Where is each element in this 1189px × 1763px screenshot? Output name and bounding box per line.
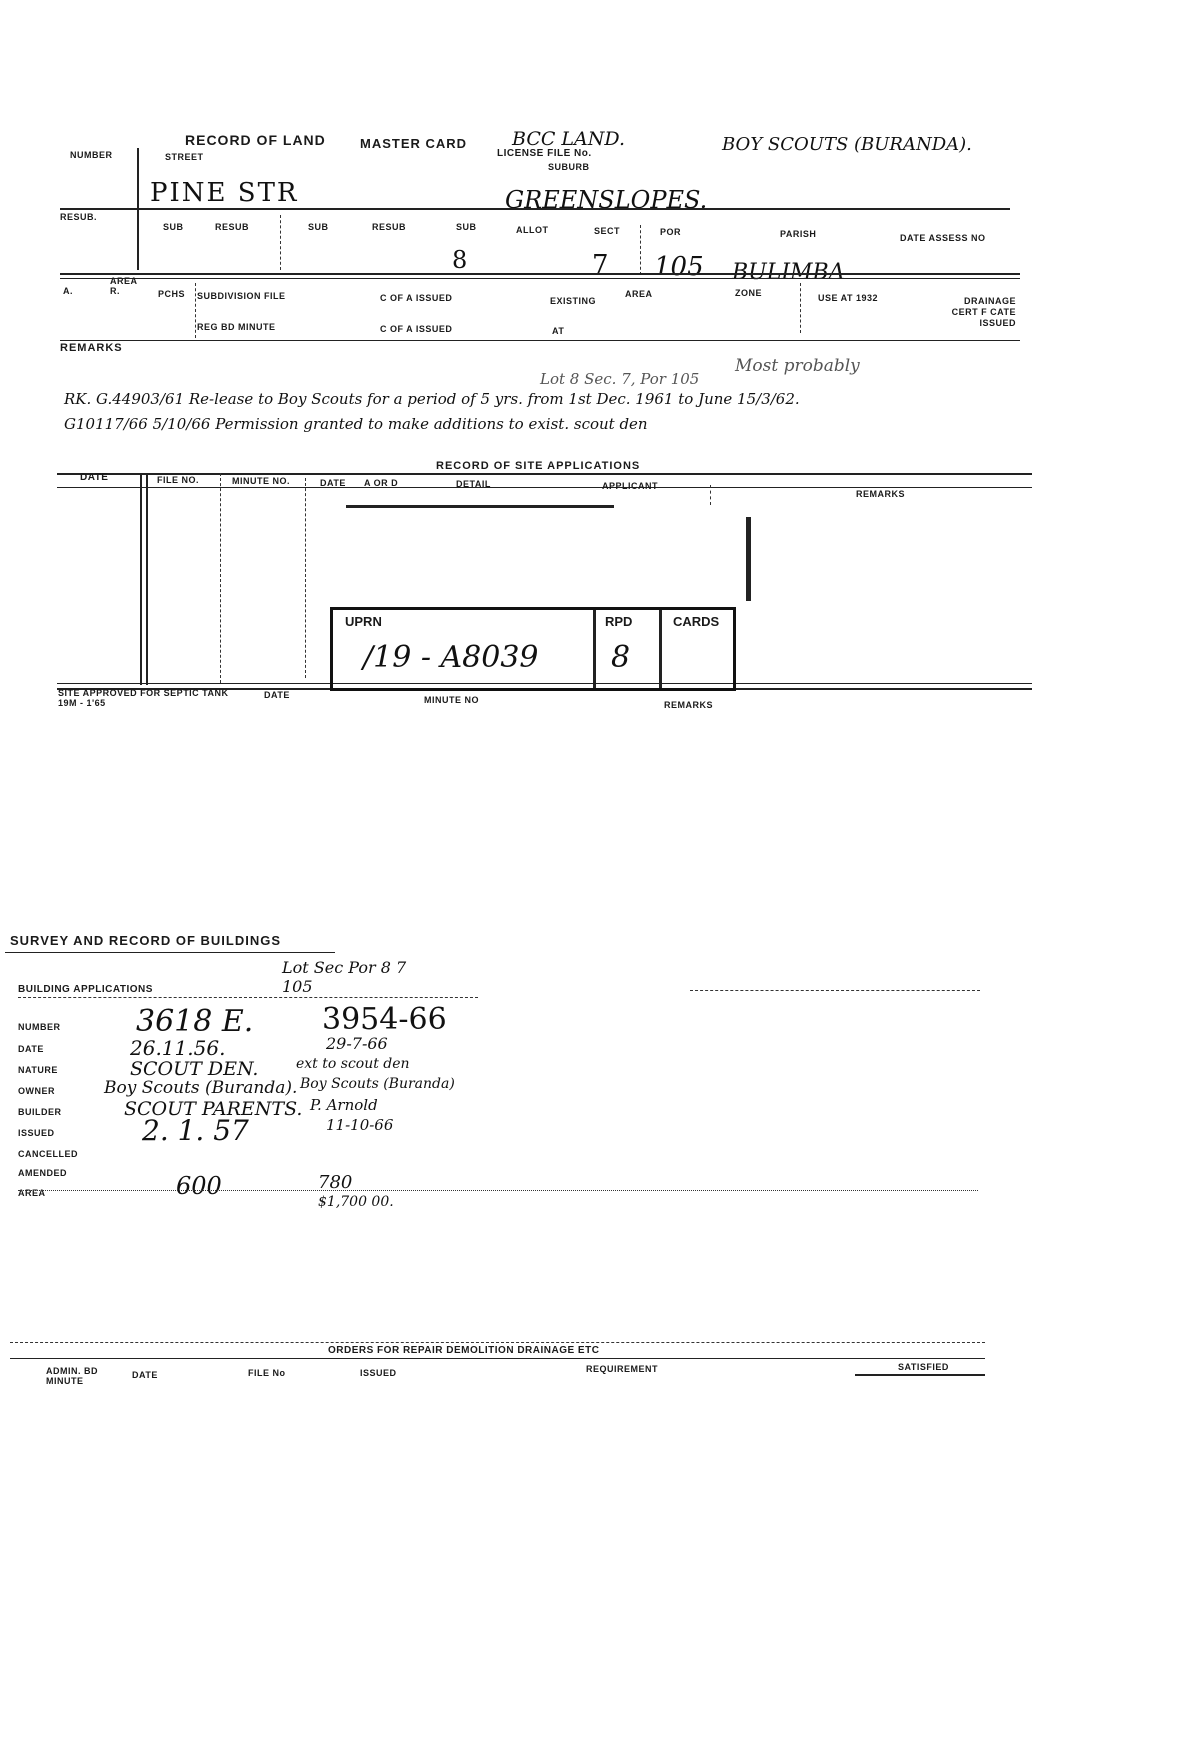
col-a-or-d: A OR D <box>364 478 399 488</box>
subdivision-file-label: SUBDIVISION FILE <box>197 291 286 301</box>
number-label: NUMBER <box>70 150 113 160</box>
col-applicant: APPLICANT <box>602 481 658 491</box>
remarks-line-4: G10117/66 5/10/66 Permission granted to make additions to exist. scout den <box>64 415 648 433</box>
remarks-line-1: Most probably <box>735 356 860 376</box>
building-1-nature: SCOUT DEN. <box>130 1058 259 1080</box>
reg-bd-minute-label: REG BD MINUTE <box>197 322 276 332</box>
row2-divider-2 <box>280 215 281 270</box>
uprn-label: UPRN <box>345 614 382 629</box>
site-applications-title: RECORD OF SITE APPLICATIONS <box>436 460 641 472</box>
orders-adm-label: ADMIN. BD MINUTE <box>46 1366 98 1386</box>
row3-divider-1 <box>195 283 196 338</box>
suburb-value: GREENSLOPES. <box>505 186 708 214</box>
site-col-divider-1 <box>140 473 142 685</box>
building-label-date: DATE <box>18 1044 44 1054</box>
resub-label: RESUB. <box>60 212 98 222</box>
uprn-box-divider-1 <box>593 610 596 688</box>
col-detail: DETAIL <box>456 479 491 489</box>
sub-label-2: SUB <box>308 222 329 232</box>
orders-header-line <box>10 1358 985 1359</box>
building-applications-label: BUILDING APPLICATIONS <box>18 984 153 995</box>
building-1-area: 600 <box>176 1172 222 1200</box>
row1-divider <box>137 148 139 208</box>
building-2-nature: ext to scout den <box>296 1056 410 1072</box>
sub-label-3: SUB <box>456 222 477 232</box>
row3-bottom-line <box>60 340 1020 341</box>
building-2-area-note: $1,700 00. <box>318 1194 394 1210</box>
street-label: STREET <box>165 152 204 162</box>
parish-label: PARISH <box>780 229 817 239</box>
por-label: POR <box>660 227 682 237</box>
building-2-number: 3954-66 <box>322 1002 447 1037</box>
site-col-divider-4 <box>710 485 711 505</box>
form-code: 19M - 1'65 <box>58 698 106 708</box>
building-applications-note: Lot Sec Por 8 7 105 <box>282 958 407 996</box>
buildings-title: SURVEY AND RECORD OF BUILDINGS <box>10 933 282 948</box>
parish-value: BULIMBA <box>732 260 845 285</box>
roods-label: R. <box>110 286 120 296</box>
use-at-label: USE AT 1932 <box>818 293 879 303</box>
col-minute-no: MINUTE NO. <box>232 476 290 486</box>
owner-note: BOY SCOUTS (BURANDA). <box>722 134 972 155</box>
orders-satisfied-label: SATISFIED <box>898 1362 949 1372</box>
area-label: AREA <box>110 276 138 286</box>
rpd-value: 8 <box>611 640 631 675</box>
orders-issued-label: ISSUED <box>360 1368 397 1378</box>
site-col-divider-1b <box>146 473 148 685</box>
date-assess-label: DATE ASSESS NO <box>900 233 986 243</box>
septic-label: SITE APPROVED FOR SEPTIC TANK <box>58 688 229 698</box>
site-applicant-mark <box>346 505 614 508</box>
site-applications-top-line <box>57 473 1032 475</box>
building-label-amended: AMENDED <box>18 1168 68 1178</box>
rpd-label: RPD <box>605 614 633 629</box>
orders-title: ORDERS FOR REPAIR DEMOLITION DRAINAGE ETC <box>328 1345 600 1356</box>
building-2-owner: Boy Scouts (Buranda) <box>300 1076 455 1092</box>
building-2-area: 780 <box>318 1172 353 1193</box>
building-1-issued: 2. 1. 57 <box>142 1114 249 1147</box>
site-applications-header-line <box>57 487 1032 488</box>
c-of-a-issued-label-2: C OF A ISSUED <box>380 324 453 334</box>
building-label-area: AREA <box>18 1188 46 1198</box>
building-1-builder: SCOUT PARENTS. <box>124 1098 303 1120</box>
remarks-line-3: RK. G.44903/61 Re-lease to Boy Scouts for a period of 5 yrs. from 1st Dec. 1961 to June 15/3/62. <box>64 390 800 408</box>
drainage-label: DRAINAGE CERT F CATE ISSUED <box>951 296 1016 328</box>
at-label: AT <box>552 326 565 336</box>
remarks-label: REMARKS <box>60 342 123 354</box>
row2-divider-1 <box>137 210 139 270</box>
orders-file-label: FILE No <box>248 1368 286 1378</box>
building-1-number: 3618 E. <box>136 1004 254 1039</box>
septic-remarks-label: REMARKS <box>664 700 714 710</box>
row1-bottom-line <box>60 208 1010 210</box>
sect-value: 7 <box>592 250 609 280</box>
col-date-2: DATE <box>320 478 346 488</box>
allot-label: ALLOT <box>516 225 549 235</box>
building-label-nature: NATURE <box>18 1065 58 1075</box>
septic-date-label: DATE <box>264 690 290 700</box>
card-title: RECORD OF LAND <box>185 132 326 148</box>
cards-label: CARDS <box>673 614 720 629</box>
area-row-line <box>18 1190 978 1191</box>
allot-value: 8 <box>452 246 468 274</box>
sub-label-1: SUB <box>163 222 184 232</box>
building-label-issued: ISSUED <box>18 1128 55 1138</box>
uprn-box <box>330 607 736 691</box>
buildings-title-line <box>5 952 335 953</box>
perches-label: PCHS <box>158 289 186 299</box>
row3-divider-2 <box>800 283 801 333</box>
resub-label-1: RESUB <box>215 222 250 232</box>
resub-label-2: RESUB <box>372 222 407 232</box>
building-2-builder: P. Arnold <box>310 1096 378 1114</box>
col-file-no: FILE NO. <box>157 475 199 485</box>
building-label-owner: OWNER <box>18 1086 55 1096</box>
col-date: DATE <box>80 472 109 483</box>
license-file-value: BCC LAND. <box>512 128 625 150</box>
col-remarks: REMARKS <box>856 489 906 499</box>
building-label-builder: BUILDER <box>18 1107 62 1117</box>
existing-label: EXISTING <box>550 296 597 306</box>
sect-label: SECT <box>594 226 621 236</box>
building-applications-line <box>18 997 478 998</box>
building-1-date: 26.11.56. <box>130 1036 226 1060</box>
uprn-box-divider-2 <box>659 610 662 688</box>
building-2-issued: 11-10-66 <box>326 1116 394 1134</box>
area-label-2: AREA <box>625 289 653 299</box>
row2-divider-3 <box>640 225 641 275</box>
por-value: 105 <box>654 252 704 282</box>
orders-satisfied-line <box>855 1374 985 1376</box>
license-file-label: LICENSE FILE No. <box>497 148 592 159</box>
orders-requirement-label: REQUIREMENT <box>586 1364 659 1374</box>
acres-label: A. <box>63 286 73 296</box>
orders-date-label: DATE <box>132 1370 158 1380</box>
zone-label: ZONE <box>735 288 763 298</box>
street-value: PINE STR <box>150 178 299 208</box>
site-col-divider-3 <box>305 478 306 678</box>
building-label-number: NUMBER <box>18 1022 61 1032</box>
orders-top-line <box>10 1342 985 1343</box>
uprn-value: /19 - A8039 <box>363 640 539 675</box>
remarks-line-2: Lot 8 Sec. 7, Por 105 <box>540 370 700 388</box>
suburb-label: SUBURB <box>548 162 590 172</box>
row2-bottom-line <box>60 273 1020 275</box>
site-vertical-mark <box>746 517 751 601</box>
building-2-date: 29-7-66 <box>326 1034 388 1053</box>
c-of-a-issued-label-1: C OF A ISSUED <box>380 293 453 303</box>
row2-bottom-line-2 <box>60 278 1020 279</box>
building-applications-line-right <box>690 990 980 991</box>
site-col-divider-2 <box>220 473 221 683</box>
building-1-owner: Boy Scouts (Buranda). <box>104 1078 298 1098</box>
building-label-cancelled: CANCELLED <box>18 1149 78 1159</box>
card-subtitle: MASTER CARD <box>360 136 468 151</box>
septic-minute-label: MINUTE NO <box>424 695 479 705</box>
